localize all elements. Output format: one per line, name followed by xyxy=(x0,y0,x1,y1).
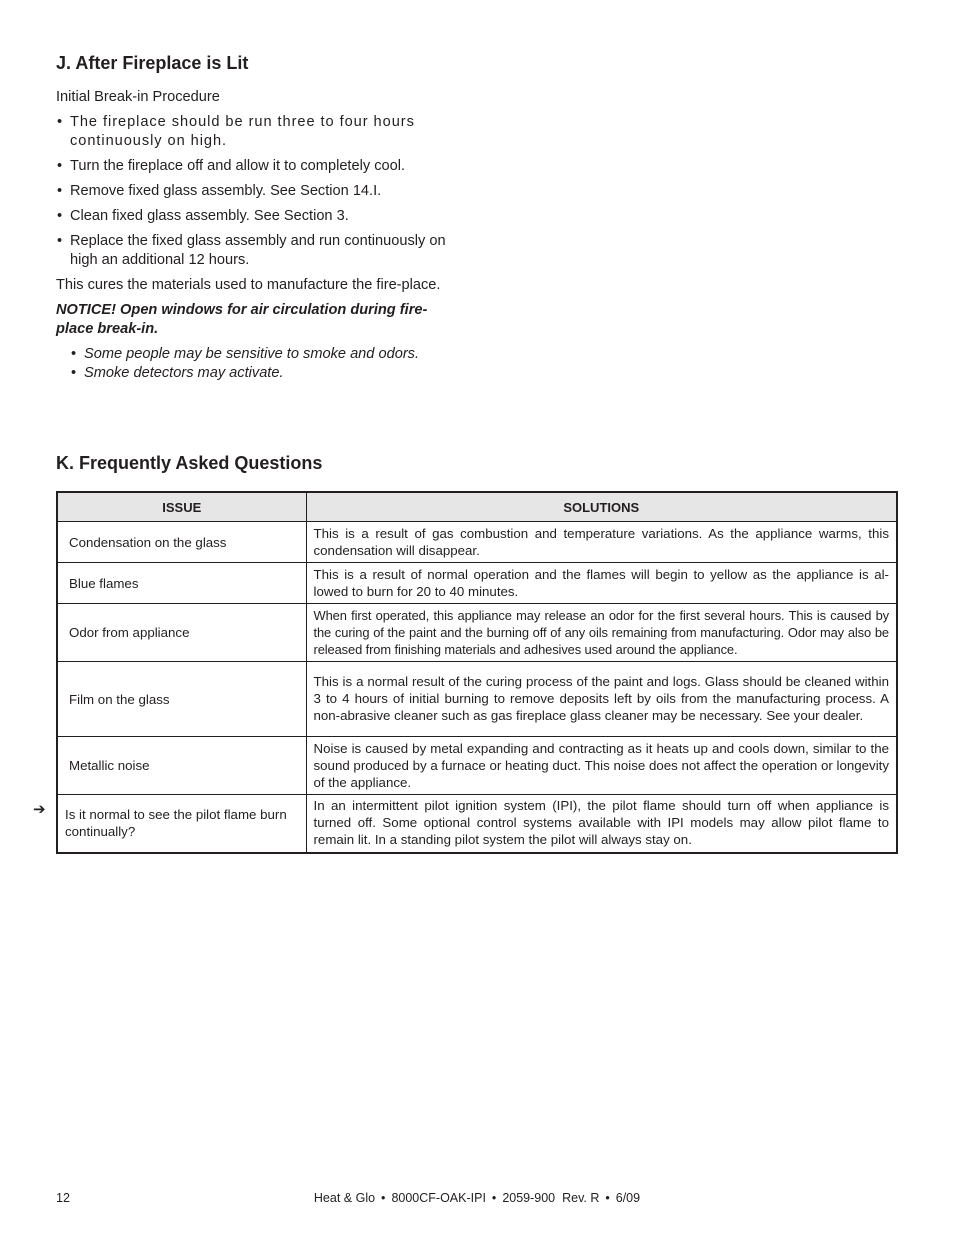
column-header-solutions: SOLUTIONS xyxy=(306,492,897,522)
list-item: • Smoke detectors may activate. xyxy=(70,364,448,383)
table-row xyxy=(57,522,897,563)
footer-brand: Heat & Glo xyxy=(313,1191,376,1205)
table-row xyxy=(57,737,897,795)
list-item: • Clean fixed glass assembly. See Section 3. xyxy=(56,207,448,226)
solution-cell: Noise is caused by metal expanding and contracting as it heats up and cools down, similar to the sound produced by a furnace or heating duct. This noise does not affect the operation or longevity of the appliance. xyxy=(306,737,897,795)
footer-model: 8000CF-OAK-IPI xyxy=(391,1191,486,1205)
table-row xyxy=(57,662,897,737)
section-j-body xyxy=(56,88,448,383)
page-number: 12 xyxy=(56,1191,70,1205)
bullet-separator: • xyxy=(491,1191,497,1205)
footer-doc-number: 2059-900 Rev. R xyxy=(502,1191,600,1205)
cure-text: This cures the materials used to manufacture the fire-place. xyxy=(56,277,441,293)
list-item: • Some people may be sensitive to smoke and odors. xyxy=(70,345,448,364)
faq-table xyxy=(56,491,898,854)
change-marker-arrow-icon: ➔ xyxy=(33,800,46,818)
list-item: • Replace the fixed glass assembly and run continuously on high an additional 12 hours. xyxy=(56,232,448,270)
list-item: • The fireplace should be run three to four hours continuously on high. xyxy=(56,113,448,151)
column-header-issue: ISSUE xyxy=(57,492,306,522)
list-item: • Remove fixed glass assembly. See Section 14.I. xyxy=(56,182,448,201)
table-row xyxy=(57,795,897,853)
notice-text: NOTICE! Open windows for air circulation during fire-place break-in. xyxy=(56,302,428,337)
solution-cell: This is a result of gas combustion and temperature variations. As the appliance warms, this condensation will disappear. xyxy=(306,522,897,563)
solution-cell: This is a result of normal operation and the flames will begin to yellow as the appliance is al-lowed to burn for 20 to 40 minutes. xyxy=(306,563,897,604)
section-k-heading: K. Frequently Asked Questions xyxy=(56,453,323,473)
bullet-separator: • xyxy=(605,1191,610,1205)
solution-cell: In an intermittent pilot ignition system (IPI), the pilot flame should turn off when appliance is turned off. Some optional control systems available with IPI models may allow pilot flame to remain lit. In a standing pilot system the pilot will always stay on. xyxy=(306,795,897,853)
break-in-subheading: Initial Break-in Procedure xyxy=(56,89,220,105)
issue-cell: Metallic noise xyxy=(57,737,306,795)
footer-date: 6/09 xyxy=(615,1191,641,1205)
table-row xyxy=(57,604,897,662)
solution-cell: When first operated, this appliance may release an odor for the first several hours. This is caused by the curing of the paint and the burning off of any oils remaining from manufacturing. Odor may also be released from finishing materials and adhesives used around the appliance. xyxy=(306,604,897,662)
issue-cell: Condensation on the glass xyxy=(57,522,306,563)
table-row xyxy=(57,563,897,604)
bullet-separator: • xyxy=(381,1191,386,1205)
issue-cell: Is it normal to see the pilot flame burn continually? xyxy=(57,795,306,853)
solution-cell: This is a normal result of the curing process of the paint and logs. Glass should be cleaned within 3 to 4 hours of initial burning to remove deposits left by oils from the manufacturing process. A non-abrasive cleaner such as gas fireplace glass cleaner may be necessary. See your dealer. xyxy=(306,662,897,737)
break-in-steps xyxy=(56,113,448,270)
issue-cell: Blue flames xyxy=(57,563,306,604)
notice-items xyxy=(56,345,448,383)
section-j-heading: J. After Fireplace is Lit xyxy=(56,53,249,73)
issue-cell: Odor from appliance xyxy=(57,604,306,662)
table-header-row xyxy=(57,492,897,522)
page-footer xyxy=(0,1191,954,1205)
issue-cell: Film on the glass xyxy=(57,662,306,737)
list-item: • Turn the fireplace off and allow it to completely cool. xyxy=(56,157,448,176)
